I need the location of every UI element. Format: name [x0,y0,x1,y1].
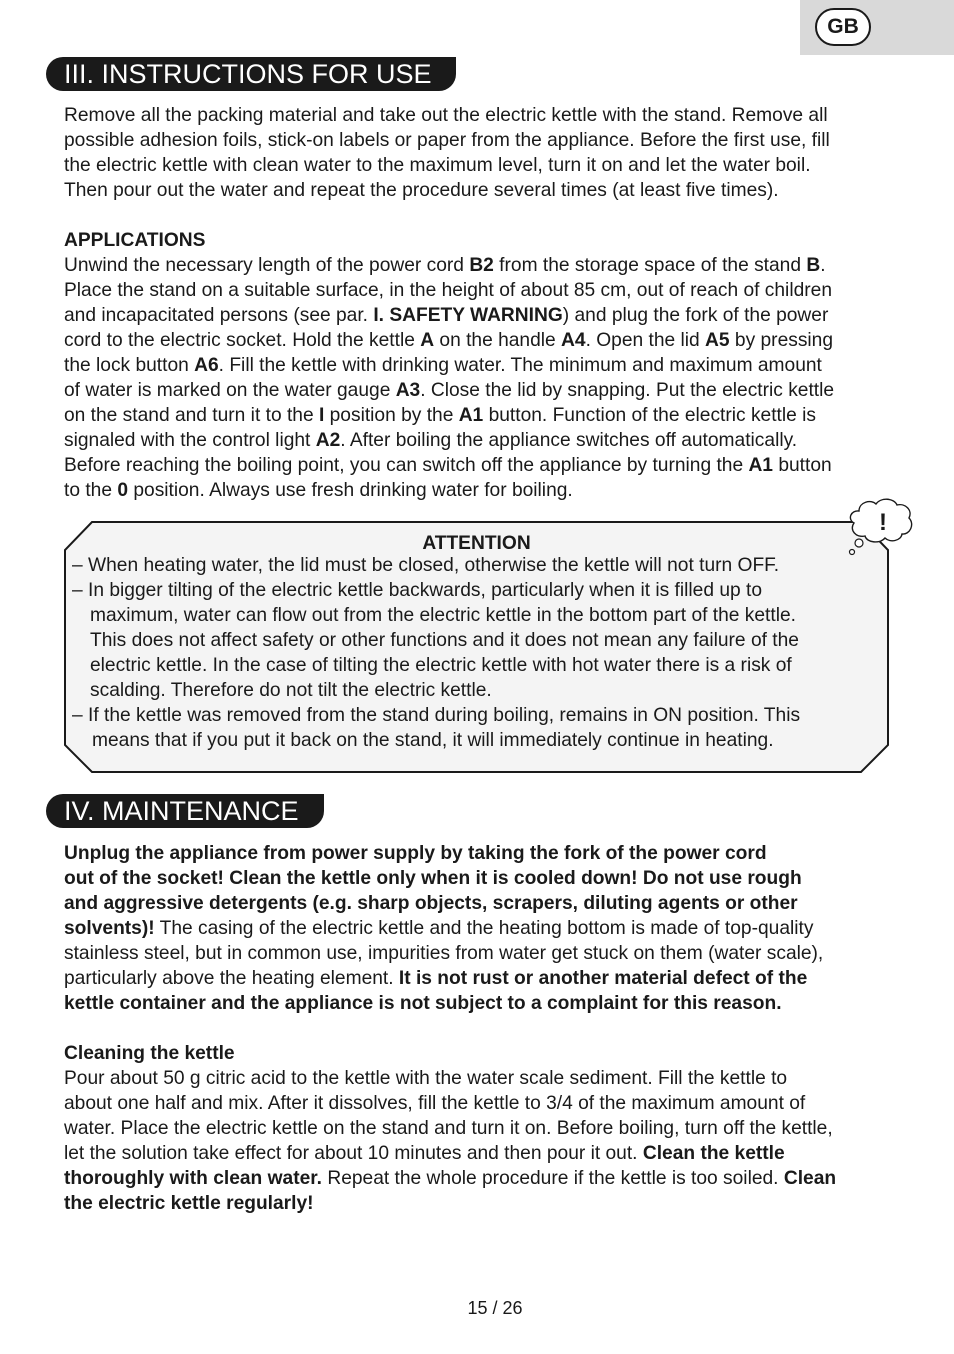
cleaning-section [64,1041,836,1216]
attention-list [72,553,800,753]
attention-line: – When heating water, the lid must be closed, otherwise the kettle will not turn OFF. [72,555,780,576]
applications-line: to the 0 position. Always use fresh drinking water for boiling. [64,480,573,501]
intro-line: Remove all the packing material and take out the electric kettle with the stand. Remove all [64,105,828,126]
applications-line: Before reaching the boiling point, you can switch off the appliance by turning the A1 button [64,455,832,476]
applications-section [64,228,834,503]
instructions-intro [64,103,830,203]
cleaning-heading: Cleaning the kettle [64,1043,235,1064]
attention-line: means that if you put it back on the stand, it will immediately continue in heating. [92,730,774,751]
attention-line: This does not affect safety or other functions and it does not mean any failure of the [90,630,799,651]
applications-line: the lock button A6. Fill the kettle with drinking water. The minimum and maximum amount [64,355,822,376]
language-badge: GB [815,8,871,46]
applications-line: signaled with the control light A2. After boiling the appliance switches off automatically. [64,430,798,451]
cleaning-line: let the solution take effect for about 10 minutes and then pour it out. Clean the kettle [64,1143,785,1164]
cleaning-line: the electric kettle regularly! [64,1193,314,1214]
intro-line: Then pour out the water and repeat the procedure several times (at least five times). [64,180,779,201]
attention-line: electric kettle. In the case of tilting the electric kettle with hot water there is a risk of [90,655,792,676]
maintenance-line: stainless steel, but in common use, impurities from water get stuck on them (water scale), [64,943,824,964]
section-title-instructions: III. INSTRUCTIONS FOR USE [46,57,456,91]
cleaning-line: water. Place the electric kettle on the stand and turn it on. Before boiling, turn off the kettle, [64,1118,833,1139]
applications-line: cord to the electric socket. Hold the kettle A on the handle A4. Open the lid A5 by pressing [64,330,834,351]
applications-line: and incapacitated persons (see par. I. SAFETY WARNING) and plug the fork of the power [64,305,829,326]
attention-line: – In bigger tilting of the electric kettle backwards, particularly when it is filled up to [72,580,763,601]
maintenance-line: out of the socket! Clean the kettle only when it is cooled down! Do not use rough [64,868,802,889]
applications-heading: APPLICATIONS [64,230,206,251]
maintenance-warning [64,841,823,1016]
attention-title: ATTENTION [422,533,531,554]
applications-line: Place the stand on a suitable surface, in the height of about 85 cm, out of reach of children [64,280,832,301]
attention-line: scalding. Therefore do not tilt the electric kettle. [90,680,492,701]
section-title-maintenance: IV. MAINTENANCE [46,794,324,828]
maintenance-line: Unplug the appliance from power supply by taking the fork of the power cord [64,843,767,864]
intro-line: the electric kettle with clean water to the maximum level, turn it on and let the water boil. [64,155,811,176]
applications-line: on the stand and turn it to the I position by the A1 button. Function of the electric kettle is [64,405,816,426]
attention-line: – If the kettle was removed from the stand during boiling, remains in ON position. This [72,705,801,726]
maintenance-line: kettle container and the appliance is not subject to a complaint for this reason. [64,993,782,1014]
applications-line: Unwind the necessary length of the power cord B2 from the storage space of the stand B. [64,255,826,276]
maintenance-line: solvents)! The casing of the electric kettle and the heating bottom is made of top-quality [64,918,814,939]
exclamation-bubble-icon [845,497,915,559]
maintenance-line: and aggressive detergents (e.g. sharp objects, scrapers, diluting agents or other [64,893,798,914]
intro-line: possible adhesion foils, stick-on labels or paper from the appliance. Before the first use, fill [64,130,830,151]
cleaning-line: about one half and mix. After it dissolves, fill the kettle to 3/4 of the maximum amount of [64,1093,806,1114]
applications-line: of water is marked on the water gauge A3. Close the lid by snapping. Put the electric kettle [64,380,835,401]
attention-line: maximum, water can flow out from the electric kettle in the bottom part of the kettle. [90,605,796,626]
page-number: 15 / 26 [467,1298,523,1318]
cleaning-line: Pour about 50 g citric acid to the kettle with the water scale sediment. Fill the kettle to [64,1068,788,1089]
maintenance-line: particularly above the heating element. It is not rust or another material defect of the [64,968,808,989]
cleaning-line: thoroughly with clean water. Repeat the whole procedure if the kettle is too soiled. Clean [64,1168,837,1189]
bubble-mark: ! [879,509,887,536]
